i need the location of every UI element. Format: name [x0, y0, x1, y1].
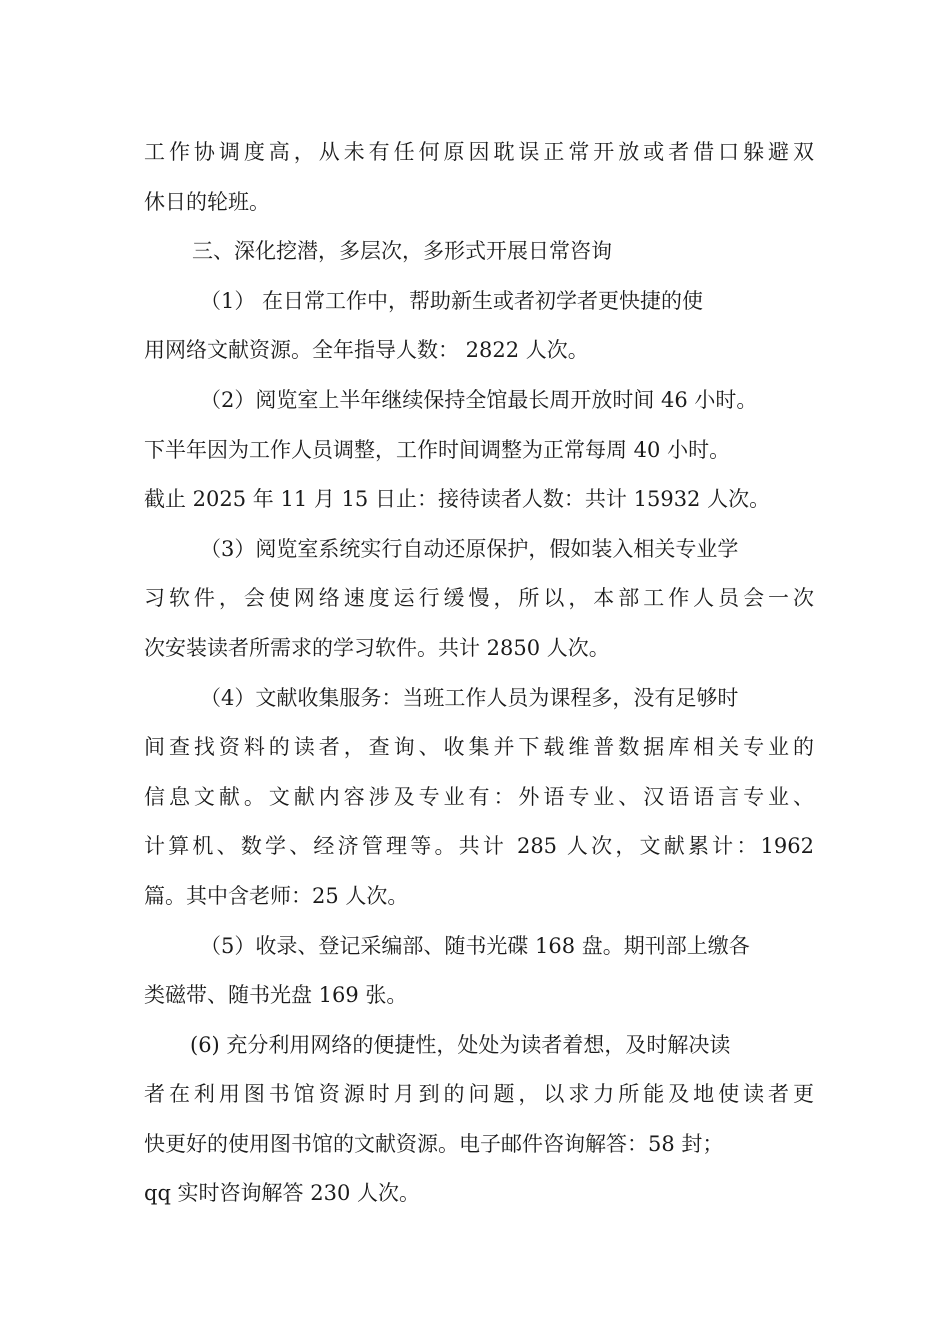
paragraph-line: 截止 2025 年 11 月 15 日止：接待读者人数：共计 15932 人次。: [144, 487, 771, 512]
paragraph-line: 下半年因为工作人员调整，工作时间调整为正常每周 40 小时。: [144, 437, 731, 462]
paragraph-line: 者在利用图书馆资源时月到的问题，以求力所能及地使读者更: [144, 1082, 814, 1107]
paragraph-line: 计算机、数学、经济管理等。共计 285 人次，文献累计：1962: [144, 834, 814, 859]
paragraph-line: 信息文献。文献内容涉及专业有：外语专业、汉语语言专业、: [144, 784, 814, 809]
paragraph-line: 休日的轮班。: [144, 189, 270, 214]
paragraph-line: 类磁带、随书光盘 169 张。: [144, 983, 408, 1008]
paragraph-line: （4）文献收集服务：当班工作人员为课程多，没有足够时: [200, 685, 739, 710]
paragraph-line: qq 实时咨询解答 230 人次。: [144, 1181, 420, 1206]
paragraph-line: （3）阅览室系统实行自动还原保护，假如装入相关专业学: [200, 536, 739, 561]
paragraph-line: 快更好的使用图书馆的文献资源。电子邮件咨询解答：58 封；: [144, 1131, 724, 1156]
paragraph-line: 次安装读者所需求的学习软件。共计 2850 人次。: [144, 635, 610, 660]
paragraph-line: (6) 充分利用网络的便捷性，处处为读者着想，及时解决读: [190, 1032, 731, 1057]
paragraph-line: 间查找资料的读者，查询、收集并下载维普数据库相关专业的: [144, 735, 814, 760]
document-body: [144, 128, 814, 1219]
paragraph-line: 工作协调度高，从未有任何原因耽误正常开放或者借口躲避双: [144, 140, 814, 164]
section-heading: 三、深化挖潜，多层次，多形式开展日常咨询: [192, 239, 612, 264]
paragraph-line: 用网络文献资源。全年指导人数： 2822 人次。: [144, 338, 589, 363]
paragraph-line: （5）收录、登记采编部、随书光碟 168 盘。期刊部上缴各: [200, 933, 750, 958]
paragraph-line: 习软件，会使网络速度运行缓慢，所以，本部工作人员会一次: [144, 586, 814, 611]
paragraph-line: 篇。其中含老师：25 人次。: [144, 883, 409, 908]
paragraph-line: （2）阅览室上半年继续保持全馆最长周开放时间 46 小时。: [200, 387, 758, 412]
paragraph-line: （1） 在日常工作中，帮助新生或者初学者更快捷的使: [200, 288, 704, 313]
